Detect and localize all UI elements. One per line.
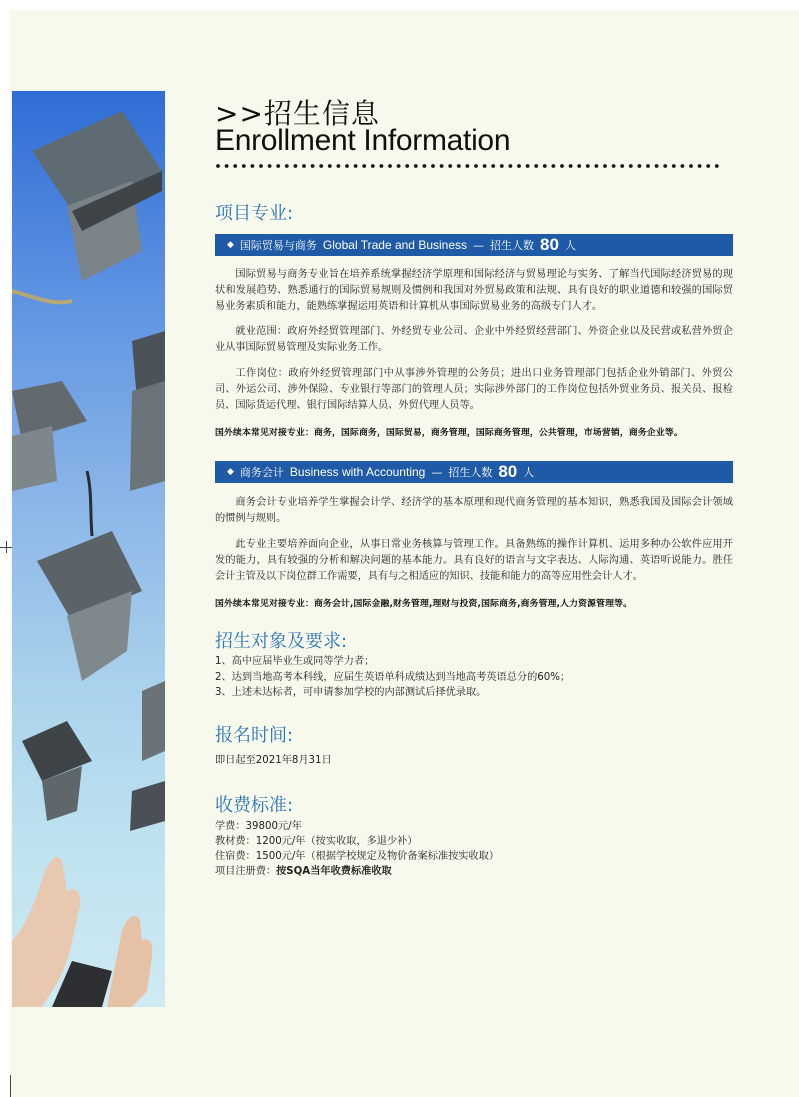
divider-dot: [328, 164, 332, 168]
divider-dot: [689, 164, 693, 168]
major-bar-accounting: [215, 461, 733, 483]
accounting-intro-paragraph: 商务会计专业培养学生掌握会计学、经济学的基本原理和现代商务管理的基本知识，熟悉我国及国际会计领域的惯例与规则。: [215, 497, 733, 525]
divider-dot: [560, 164, 564, 168]
crop-mark: [10, 1075, 11, 1097]
divider-dot: [509, 164, 513, 168]
divider-dot: [638, 164, 642, 168]
divider-dot: [543, 164, 547, 168]
divider-dot: [629, 164, 633, 168]
divider-dot: [706, 164, 710, 168]
divider-dot: [362, 164, 366, 168]
divider-dot: [646, 164, 650, 168]
quota-label: 招生人数: [448, 466, 493, 479]
requirement-item: 3、上述未达标者，可申请参加学校的内部测试后择优录取。: [215, 687, 487, 698]
divider-dot: [388, 164, 392, 168]
divider-dot: [672, 164, 676, 168]
requirement-item: 1、高中应届毕业生或同等学力者；: [215, 656, 375, 667]
divider-dot: [302, 164, 306, 168]
divider-dot: [405, 164, 409, 168]
major-name-en: Global Trade and Business: [322, 238, 468, 252]
requirement-item: 2、达到当地高考本科线，应届生英语单科成绩达到当地高考英语总分的60%；: [215, 672, 571, 683]
divider-dot: [715, 164, 719, 168]
accounting-career-paragraph: 此专业主要培养面向企业，从事日常业务核算与管理工作。具备熟练的操作计算机、运用多种办公软件应用开发的能力，具有较强的分析和解决问题的基本能力。具有良好的语言与文字表达、人际沟通、英语听说能力。胜任会计主管及以下岗位群工作需要，具有与之相适应的知识、技能和能力的高等应用性会计人才。: [215, 539, 733, 583]
section-heading-majors: 项目专业:: [215, 203, 294, 224]
divider-dot: [423, 164, 427, 168]
divider-dot: [337, 164, 341, 168]
crop-mark: [6, 541, 7, 553]
divider-dot: [681, 164, 685, 168]
fee-item-registration: [215, 862, 392, 877]
divider-dot: [483, 164, 487, 168]
page-title-cn: >>招生信息: [215, 97, 380, 130]
divider-dot: [440, 164, 444, 168]
graduation-caps-photo: [12, 91, 165, 1007]
fee-item-accommodation: 住宿费：1500元/年（根据学校规定及物价备案标准按实收取）: [215, 851, 500, 862]
divider-dot: [500, 164, 504, 168]
divider-dot: [569, 164, 573, 168]
divider-dot: [233, 164, 237, 168]
divider-dot: [380, 164, 384, 168]
trade-articulation-note: 国外续本常见对接专业：商务，国际商务，国际贸易，商务管理，国际商务管理，公共管理，市场营销，商务企业等。: [215, 428, 683, 438]
quota-unit: 人: [523, 466, 535, 479]
divider-dot: [526, 164, 530, 168]
divider-dot: [534, 164, 538, 168]
divider-dot: [474, 164, 478, 168]
divider-dot: [268, 164, 272, 168]
divider-dot: [517, 164, 521, 168]
divider-dot: [457, 164, 461, 168]
divider-dot: [345, 164, 349, 168]
major-name-cn: 国际贸易与商务: [239, 239, 317, 252]
divider-dot: [620, 164, 624, 168]
dotted-divider: [215, 160, 720, 172]
divider-dot: [595, 164, 599, 168]
divider-dot: [294, 164, 298, 168]
divider-dot: [612, 164, 616, 168]
dash: —: [473, 238, 485, 252]
divider-dot: [491, 164, 495, 168]
accounting-articulation-note: 国外续本常见对接专业：商务会计,国际金融,财务管理,理财与投资,国际商务,商务管理,人力资源管理等。: [215, 599, 633, 609]
major-bar-trade: [215, 234, 733, 256]
trade-intro-paragraph: 国际贸易与商务专业旨在培养系统掌握经济学原理和国际经济与贸易理论与实务、了解当代国际经济贸易的现状和发展趋势、熟悉通行的国际贸易规则及惯例和我国对外贸易政策和法规、具有良好的职业道德和较强的国际贸易业务素质和能力，能熟练掌握运用英语和计算机从事国际贸易业务的高级专门人才。: [215, 269, 733, 313]
divider-dot: [466, 164, 470, 168]
quota-label: 招生人数: [490, 239, 535, 252]
divider-dot: [251, 164, 255, 168]
fee-item-tuition: 学费：39800元/年: [215, 821, 302, 832]
trade-positions-paragraph: 工作岗位：政府外经贸管理部门中从事涉外管理的公务员；进出口业务管理部门包括企业外销部门、外贸公司、外运公司、涉外保险、专业银行等部门的管理人员；实际涉外部门的工作岗位包括外贸业务员、报关员、报检员、国际货运代理、银行国际结算人员、外贸代理人员等。: [215, 368, 733, 412]
divider-dot: [577, 164, 581, 168]
divider-dot: [319, 164, 323, 168]
dash: —: [431, 465, 443, 479]
divider-dot: [552, 164, 556, 168]
section-heading-fees: 收费标准:: [215, 795, 294, 816]
divider-dot: [354, 164, 358, 168]
section-heading-requirements: 招生对象及要求:: [215, 631, 348, 652]
divider-dot: [603, 164, 607, 168]
trade-employment-paragraph: 就业范围：政府外经贸管理部门、外经贸专业公司、企业中外经贸经营部门、外资企业以及民营或私营外贸企业从事国际贸易管理及实际业务工作。: [215, 326, 733, 354]
divider-dot: [225, 164, 229, 168]
quota-number: 80: [540, 235, 559, 254]
divider-dot: [414, 164, 418, 168]
divider-dot: [216, 164, 220, 168]
registration-fee-value: 按SQA当年收费标准收取: [276, 866, 392, 877]
divider-dot: [698, 164, 702, 168]
section-heading-registration: 报名时间:: [215, 725, 294, 746]
divider-dot: [586, 164, 590, 168]
graduation-caps-illustration: [12, 91, 165, 1007]
registration-deadline: 即日起至2021年8月31日: [215, 755, 332, 766]
fee-item-textbook: 教材费：1200元/年（按实收取，多退少补）: [215, 836, 418, 847]
registration-fee-label: 项目注册费：: [215, 866, 277, 877]
diamond-icon: ◆: [227, 240, 234, 250]
divider-dot: [259, 164, 263, 168]
diamond-icon: ◆: [227, 467, 234, 477]
divider-dot: [371, 164, 375, 168]
quota-number: 80: [498, 462, 518, 481]
divider-dot: [431, 164, 435, 168]
divider-dot: [663, 164, 667, 168]
divider-dot: [242, 164, 246, 168]
major-name-cn: 商务会计: [239, 466, 284, 479]
divider-dot: [448, 164, 452, 168]
divider-dot: [655, 164, 659, 168]
divider-dot: [276, 164, 280, 168]
divider-dot: [311, 164, 315, 168]
major-name-en: Business with Accounting: [289, 465, 426, 479]
divider-dot: [285, 164, 289, 168]
divider-dot: [397, 164, 401, 168]
quota-unit: 人: [564, 239, 576, 252]
page-title-en: Enrollment Information: [215, 124, 511, 157]
